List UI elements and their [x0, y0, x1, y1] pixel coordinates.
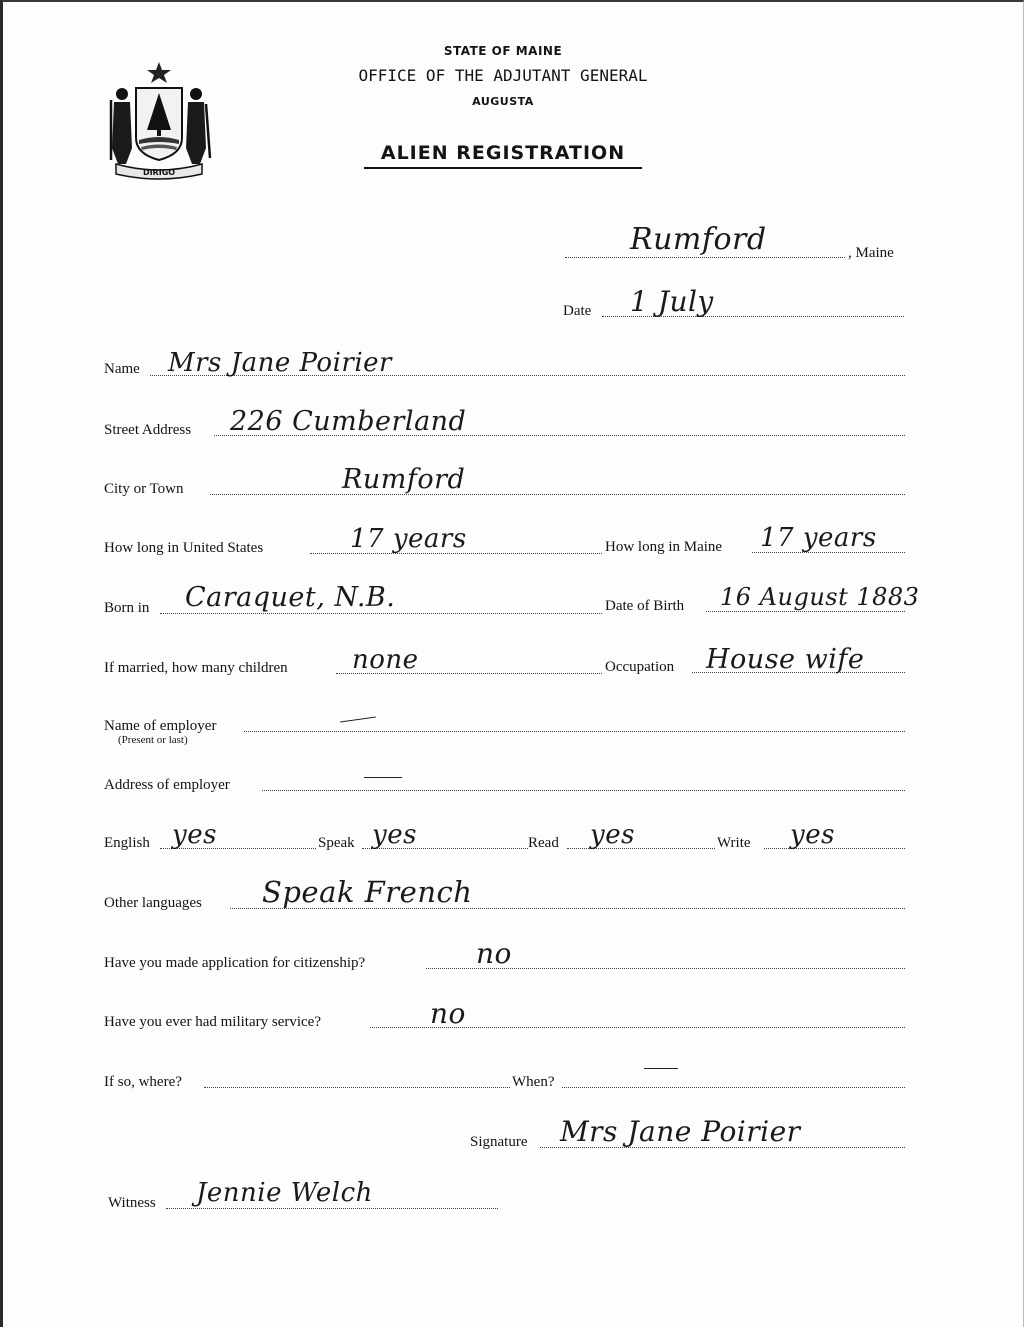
children-label: If married, how many children: [104, 660, 288, 676]
employer-address-line: [262, 790, 905, 791]
maine-years-label: How long in Maine: [605, 539, 723, 555]
witness-line: [166, 1208, 498, 1209]
city-value: Rumford: [342, 464, 466, 495]
born-value: Caraquet, N.B.: [185, 582, 396, 613]
employer-dash: [340, 716, 376, 722]
employer-sublabel: (Present or last): [118, 734, 188, 746]
town-line: [565, 257, 845, 258]
military-value: no: [430, 997, 466, 1030]
children-value: none: [352, 645, 419, 675]
speak-label: Speak: [318, 835, 355, 851]
city-label: City or Town: [104, 481, 184, 497]
speak-value: yes: [372, 820, 417, 850]
when-dash: [644, 1068, 678, 1069]
dob-line: [706, 611, 905, 612]
write-label: Write: [717, 835, 751, 851]
dob-label: Date of Birth: [605, 598, 685, 614]
employer-address-label: Address of employer: [104, 777, 230, 793]
when-line: [562, 1087, 905, 1088]
date-value: 1 July: [630, 285, 714, 318]
header-city: AUGUSTA: [472, 95, 534, 108]
employer-address-dash: [364, 777, 402, 778]
occupation-value: House wife: [706, 644, 865, 675]
military-label: Have you ever had military service?: [104, 1014, 321, 1030]
when-label: When?: [512, 1074, 555, 1090]
name-label: Name: [104, 361, 140, 377]
employer-line: [244, 731, 905, 732]
date-label: Date: [563, 303, 592, 319]
seal-motto: DIRIGO: [142, 168, 176, 177]
us-years-value: 17 years: [350, 524, 467, 554]
other-languages-label: Other languages: [104, 895, 202, 911]
maine-label: , Maine: [848, 245, 894, 261]
read-label: Read: [528, 835, 559, 851]
write-value: yes: [790, 820, 835, 850]
title-underline: [364, 167, 642, 169]
witness-label: Witness: [108, 1195, 156, 1211]
city-line: [210, 494, 905, 495]
other-languages-value: Speak French: [262, 875, 473, 909]
born-line: [160, 613, 602, 614]
citizenship-label: Have you made application for citizenship?: [104, 955, 366, 971]
signature-value: Mrs Jane Poirier: [560, 1115, 801, 1148]
employer-label: Name of employer: [104, 718, 217, 734]
street-value: 226 Cumberland: [230, 406, 467, 437]
born-label: Born in: [104, 600, 150, 616]
header-office: OFFICE OF THE ADJUTANT GENERAL: [358, 66, 648, 85]
citizenship-value: no: [476, 937, 512, 970]
english-label: English: [104, 835, 150, 851]
where-label: If so, where?: [104, 1074, 182, 1090]
read-value: yes: [590, 820, 635, 850]
where-line: [204, 1087, 510, 1088]
header-state: STATE OF MAINE: [443, 44, 563, 58]
witness-value: Jennie Welch: [196, 1178, 373, 1208]
street-label: Street Address: [104, 422, 192, 438]
form-title: ALIEN REGISTRATION: [380, 142, 626, 164]
name-value: Mrs Jane Poirier: [168, 348, 392, 378]
us-years-label: How long in United States: [104, 540, 264, 556]
occupation-label: Occupation: [605, 659, 675, 675]
town-value: Rumford: [630, 222, 767, 257]
english-value: yes: [172, 820, 217, 850]
signature-label: Signature: [470, 1134, 528, 1150]
dob-value: 16 August 1883: [720, 583, 920, 611]
maine-years-value: 17 years: [760, 523, 877, 553]
